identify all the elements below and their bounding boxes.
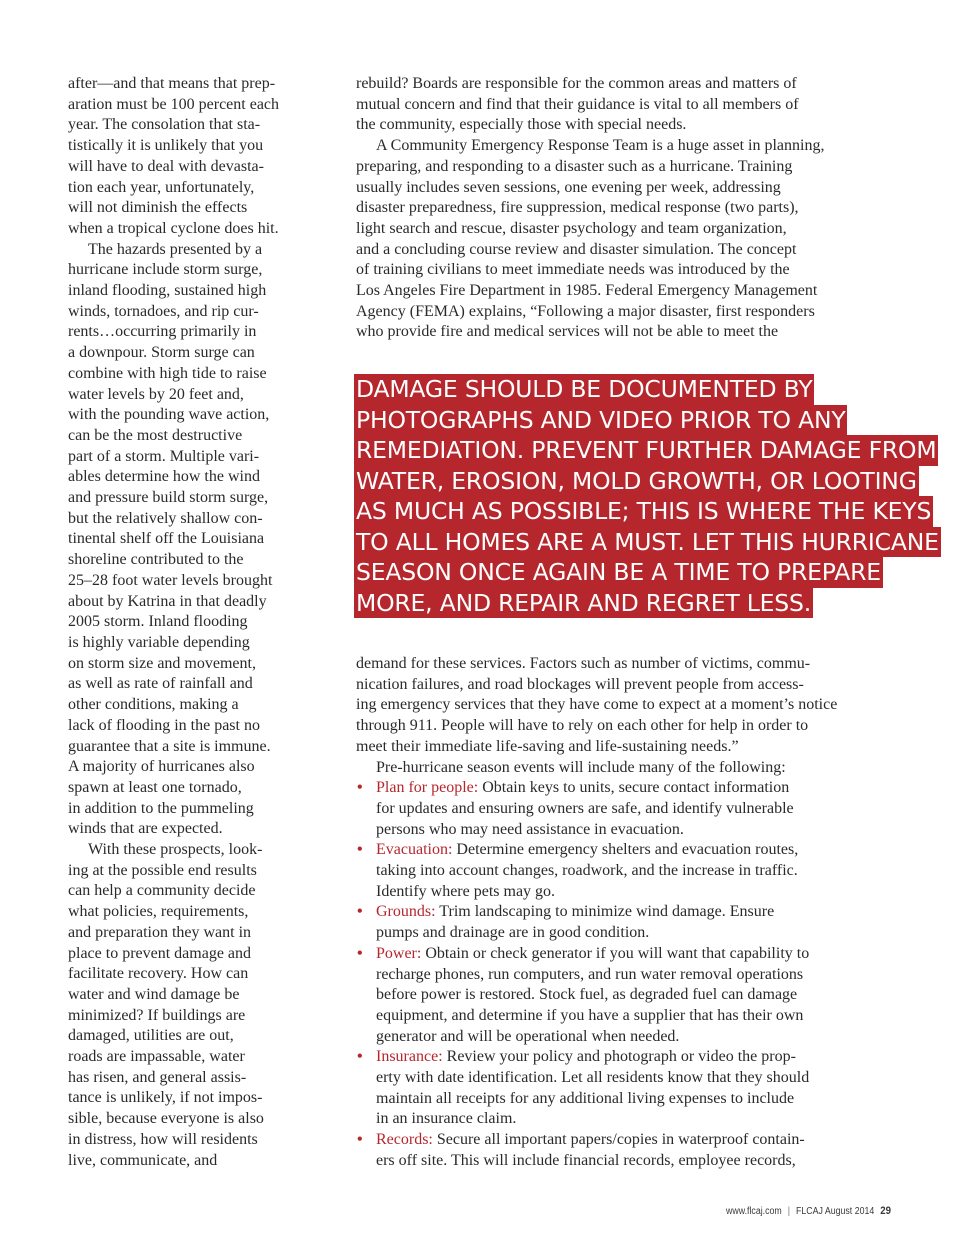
bullet-text-line: [376, 1006, 862, 1027]
bullet-text: for updates and ensuring owners are safe, and identify vulnerable: [376, 799, 794, 817]
bullet-text-line: [376, 944, 862, 965]
left-text-line: inland flooding, sustained high: [68, 282, 267, 300]
bullet-label: Evacuation:: [376, 841, 453, 859]
bullet-text: ers off site. This will include financial records, employee records,: [376, 1151, 796, 1169]
right-text-line: nication failures, and road blockages will prevent people from access-: [356, 675, 804, 693]
bullet-text-line: [376, 799, 862, 820]
bullet-item: [356, 778, 862, 840]
left-text-line: sible, because everyone is also: [68, 1110, 264, 1128]
bullet-text: recharge phones, run computers, and run water removal operations: [376, 965, 804, 983]
bullet-text: Review your policy and photograph or video the prop-: [442, 1048, 796, 1066]
pull-quote-line: DAMAGE SHOULD BE DOCUMENTED BY: [356, 375, 813, 403]
bullet-text: Obtain keys to units, secure contact information: [478, 779, 790, 797]
left-text-line: water levels by 20 feet and,: [68, 385, 244, 403]
left-text-line: can be the most destructive: [68, 426, 243, 444]
left-text-line: as well as rate of rainfall and: [68, 675, 253, 693]
left-text-line: tance is unlikely, if not impos-: [68, 1089, 263, 1107]
right-text-line: and a concluding course review and disaster simulation. The concept: [356, 240, 797, 258]
right-bottom-paragraphs: [356, 654, 862, 778]
right-text-line: disaster preparedness, fire suppression, medical response (two parts),: [356, 199, 799, 217]
left-text-line: minimized? If buildings are: [68, 1006, 246, 1024]
right-text-line: Agency (FEMA) explains, “Following a major disaster, first responders: [356, 302, 815, 320]
pull-quote-line: WATER, EROSION, MOLD GROWTH, OR LOOTING: [356, 466, 917, 495]
bullet-item: [356, 902, 862, 943]
left-text-line: roads are impassable, water: [68, 1048, 245, 1066]
footer-issue: August 2014: [824, 1206, 875, 1217]
bullet-text-line: [376, 820, 862, 841]
pull-quote: [354, 374, 939, 618]
bullet-dot-icon: •: [357, 944, 363, 962]
bullet-text: persons who may need assistance in evacuation.: [376, 820, 684, 838]
bullet-text-line: [376, 882, 862, 903]
left-text-line: lack of flooding in the past no: [68, 716, 260, 734]
right-text-line: the community, especially those with special needs.: [356, 116, 687, 134]
left-text-line: has risen, and general assis-: [68, 1068, 247, 1086]
pull-quote-line: REMEDIATION. PREVENT FURTHER DAMAGE FROM: [356, 436, 937, 464]
bullet-dot-icon: •: [357, 779, 363, 797]
bullet-item: [356, 840, 862, 902]
right-text-line: of training civilians to meet immediate needs was introduced by the: [356, 261, 790, 279]
bullet-text: generator and will be operational when needed.: [376, 1027, 680, 1045]
left-text-line: damaged, utilities are out,: [68, 1027, 234, 1045]
right-text-line: A Community Emergency Response Team is a huge asset in planning,: [376, 137, 825, 155]
left-text-line: spawn at least one tornado,: [68, 778, 242, 796]
left-text-line: ables determine how the wind: [68, 468, 260, 486]
right-text-line: Los Angeles Fire Department in 1985. Federal Emergency Management: [356, 282, 818, 300]
bullet-text-line: [376, 965, 862, 986]
pull-quote-line: AS MUCH AS POSSIBLE; THIS IS WHERE THE KEYS: [356, 497, 932, 525]
right-text-line: light search and rescue, disaster psychology and team organization,: [356, 219, 787, 237]
left-text-line: ing at the possible end results: [68, 861, 257, 879]
left-text-line: aration must be 100 percent each: [68, 95, 280, 113]
left-text-line: is highly variable depending: [68, 633, 250, 651]
left-text-line: facilitate recovery. How can: [68, 965, 249, 983]
pull-quote-line: PHOTOGRAPHS AND VIDEO PRIOR TO ANY: [356, 405, 846, 434]
footer-publication: FLCAJ: [795, 1206, 823, 1217]
right-text-line: through 911. People will have to rely on each other for help in order to: [356, 717, 809, 735]
right-text-line: usually includes seven sessions, one evening per week, addressing: [356, 178, 781, 196]
left-text-line: hurricane include storm surge,: [68, 261, 263, 279]
left-text-line: a downpour. Storm surge can: [68, 344, 255, 362]
bullet-text: equipment, and determine if you have a supplier that has their own: [376, 1006, 804, 1024]
left-text-line: guarantee that a site is immune.: [68, 737, 271, 755]
left-text-line: will have to deal with devasta-: [68, 157, 264, 175]
left-column-text: [68, 74, 293, 1171]
bullet-text-line: [376, 861, 862, 882]
bullet-text: Obtain or check generator if you will want that capability to: [421, 944, 810, 962]
bullet-label: Plan for people:: [376, 779, 479, 797]
bullet-item: [356, 1047, 862, 1130]
bullet-text: taking into account changes, roadwork, and the increase in traffic.: [376, 862, 798, 880]
left-text-line: tinental shelf off the Louisiana: [68, 530, 265, 548]
left-text-line: and pressure build storm surge,: [68, 489, 269, 507]
left-text-line: With these prospects, look-: [88, 841, 263, 859]
left-text-line: The hazards presented by a: [88, 240, 263, 258]
bullet-text: Identify where pets may go.: [376, 882, 556, 900]
left-text-line: winds, tornadoes, and rip cur-: [68, 302, 259, 320]
bullet-text-line: [376, 1068, 862, 1089]
left-text-line: 2005 storm. Inland flooding: [68, 613, 248, 631]
bullet-text-line: [376, 1130, 862, 1151]
left-text-line: live, communicate, and: [68, 1151, 218, 1169]
left-text-line: what policies, requirements,: [68, 903, 249, 921]
right-text-line: preparing, and responding to a disaster such as a hurricane. Training: [356, 157, 793, 175]
right-column-top-text: [356, 74, 862, 343]
left-text-line: when a tropical cyclone does hit.: [68, 219, 279, 237]
bullet-text: Trim landscaping to minimize wind damage. Ensure: [435, 903, 775, 921]
bullet-label: Grounds:: [376, 903, 436, 921]
left-text-line: tistically it is unlikely that you: [68, 137, 264, 155]
left-text-line: place to prevent damage and: [68, 944, 252, 962]
bullet-label: Insurance:: [376, 1048, 443, 1066]
right-column-bottom-text: [356, 654, 862, 1172]
bullet-text: Secure all important papers/copies in waterproof contain-: [432, 1131, 805, 1149]
right-text-line: who provide fire and medical services will not be able to meet the: [356, 323, 779, 341]
bullet-label: Power:: [376, 944, 422, 962]
bullet-item: [356, 944, 862, 1048]
left-text-line: in addition to the pummeling: [68, 799, 254, 817]
bullet-text-line: [376, 923, 862, 944]
left-text-line: rents…occurring primarily in: [68, 323, 257, 341]
bullet-text-line: [376, 1109, 862, 1130]
left-text-line: shoreline contributed to the: [68, 551, 244, 569]
right-text-line: Pre-hurricane season events will include many of the following:: [376, 758, 786, 776]
left-text-line: water and wind damage be: [68, 985, 240, 1003]
right-text-line: ing emergency services that they have come to expect at a moment’s notice: [356, 696, 838, 714]
bullet-text-line: [376, 985, 862, 1006]
right-text-line: demand for these services. Factors such as number of victims, commu-: [356, 655, 811, 672]
page-number: 29: [880, 1205, 892, 1217]
bullet-text: erty with date identification. Let all residents know that they should: [376, 1069, 810, 1087]
bullet-text-line: [376, 1089, 862, 1110]
right-text-line: rebuild? Boards are responsible for the common areas and matters of: [356, 75, 797, 92]
left-text-line: A majority of hurricanes also: [68, 758, 255, 776]
bullet-dot-icon: •: [357, 1048, 363, 1066]
page-footer: [726, 1205, 892, 1217]
bullet-dot-icon: •: [357, 841, 363, 859]
pull-quote-line: TO ALL HOMES ARE A MUST. LET THIS HURRICANE: [356, 527, 939, 556]
left-text-line: part of a storm. Multiple vari-: [68, 447, 260, 465]
bullet-item: [356, 1130, 862, 1171]
pull-quote-line: SEASON ONCE AGAIN BE A TIME TO PREPARE: [356, 558, 881, 586]
footer-separator: |: [787, 1206, 791, 1217]
left-text-line: can help a community decide: [68, 882, 256, 900]
bullet-text-line: [376, 778, 862, 799]
left-text-line: will not diminish the effects: [68, 199, 248, 217]
bullet-text: pumps and drainage are in good condition.: [376, 924, 650, 942]
bullet-text-line: [376, 1027, 862, 1048]
left-text-line: in distress, how will residents: [68, 1130, 258, 1148]
bullet-dot-icon: •: [357, 903, 363, 921]
left-text-line: but the relatively shallow con-: [68, 509, 263, 527]
left-text-line: on storm size and movement,: [68, 654, 256, 672]
right-text-line: meet their immediate life-saving and life-sustaining needs.”: [356, 737, 739, 755]
bullet-dot-icon: •: [357, 1131, 363, 1149]
bullet-label: Records:: [376, 1131, 433, 1149]
bullet-text-line: [376, 1151, 862, 1172]
bullet-text-line: [376, 1047, 862, 1068]
pull-quote-line: MORE, AND REPAIR AND REGRET LESS.: [356, 588, 812, 617]
left-text-line: tion each year, unfortunately,: [68, 178, 255, 196]
footer-url[interactable]: www.flcaj.com: [726, 1206, 782, 1217]
bullet-text: maintain all receipts for any additional living expenses to include: [376, 1089, 795, 1107]
preparation-bullet-list: [356, 778, 862, 1171]
left-text-line: with the pounding wave action,: [68, 406, 270, 424]
bullet-text: Determine emergency shelters and evacuation routes,: [452, 841, 799, 859]
left-text-line: winds that are expected.: [68, 820, 223, 838]
left-text-line: and preparation they want in: [68, 923, 252, 941]
bullet-text: in an insurance claim.: [376, 1110, 517, 1128]
left-text-line: other conditions, making a: [68, 696, 239, 714]
left-text-line: year. The consolation that sta-: [68, 116, 261, 134]
bullet-text-line: [376, 902, 862, 923]
left-text-line: about by Katrina in that deadly: [68, 592, 267, 610]
bullet-text: before power is restored. Stock fuel, as degraded fuel can damage: [376, 986, 798, 1004]
left-text-line: 25–28 foot water levels brought: [68, 571, 273, 589]
left-text-line: after—and that means that prep-: [68, 75, 276, 92]
left-text-line: combine with high tide to raise: [68, 364, 267, 382]
bullet-text-line: [376, 840, 862, 861]
right-text-line: mutual concern and find that their guidance is vital to all members of: [356, 95, 799, 113]
